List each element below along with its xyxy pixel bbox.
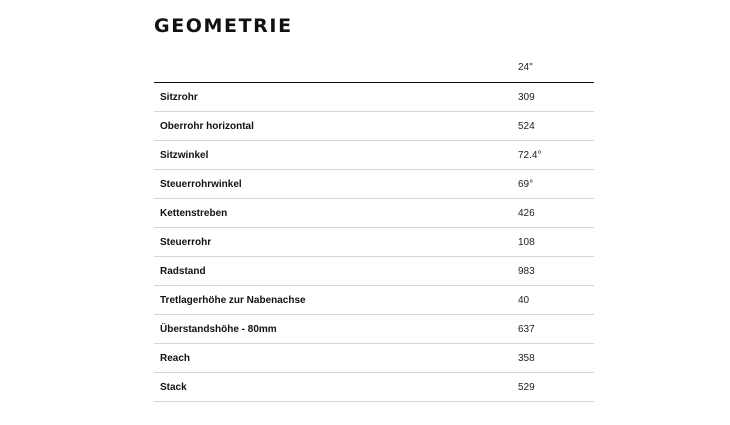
geometry-table	[154, 53, 594, 402]
row-label-sitzwinkel: Sitzwinkel	[160, 150, 209, 161]
table-row	[154, 315, 594, 344]
row-value-oberrohr-horizontal: 524	[518, 121, 535, 132]
row-label-kettenstreben: Kettenstreben	[160, 208, 228, 219]
row-label-oberrohr-horizontal: Oberrohr horizontal	[160, 121, 254, 132]
row-value-steuerrohr: 108	[518, 237, 535, 248]
table-row	[154, 286, 594, 315]
row-label-reach: Reach	[160, 353, 191, 364]
table-row	[154, 83, 594, 112]
row-label-sitzrohr: Sitzrohr	[160, 92, 198, 103]
table-row	[154, 112, 594, 141]
table-row	[154, 199, 594, 228]
row-value-radstand: 983	[518, 266, 535, 277]
table-header-row	[154, 53, 594, 83]
table-row	[154, 344, 594, 373]
row-label-steuerrohrwinkel: Steuerrohrwinkel	[160, 179, 242, 190]
row-value-reach: 358	[518, 353, 535, 364]
row-label-ueberstandshoehe: Überstandshöhe - 80mm	[160, 324, 277, 335]
row-value-ueberstandshoehe: 637	[518, 324, 535, 335]
row-label-radstand: Radstand	[160, 266, 206, 277]
table-row	[154, 170, 594, 199]
row-label-tretlagerhoehe: Tretlagerhöhe zur Nabenachse	[160, 295, 306, 306]
row-value-sitzwinkel: 72.4°	[518, 150, 542, 161]
table-row	[154, 373, 594, 402]
row-value-sitzrohr: 309	[518, 92, 535, 103]
table-row	[154, 257, 594, 286]
table-row	[154, 228, 594, 257]
row-value-steuerrohrwinkel: 69°	[518, 179, 534, 190]
row-value-kettenstreben: 426	[518, 208, 535, 219]
row-value-stack: 529	[518, 382, 535, 393]
page-title: GEOMETRIE	[154, 15, 293, 37]
size-column-header: 24"	[518, 62, 533, 73]
row-label-steuerrohr: Steuerrohr	[160, 237, 212, 248]
table-row	[154, 141, 594, 170]
row-value-tretlagerhoehe: 40	[518, 295, 530, 306]
row-label-stack: Stack	[160, 382, 187, 393]
